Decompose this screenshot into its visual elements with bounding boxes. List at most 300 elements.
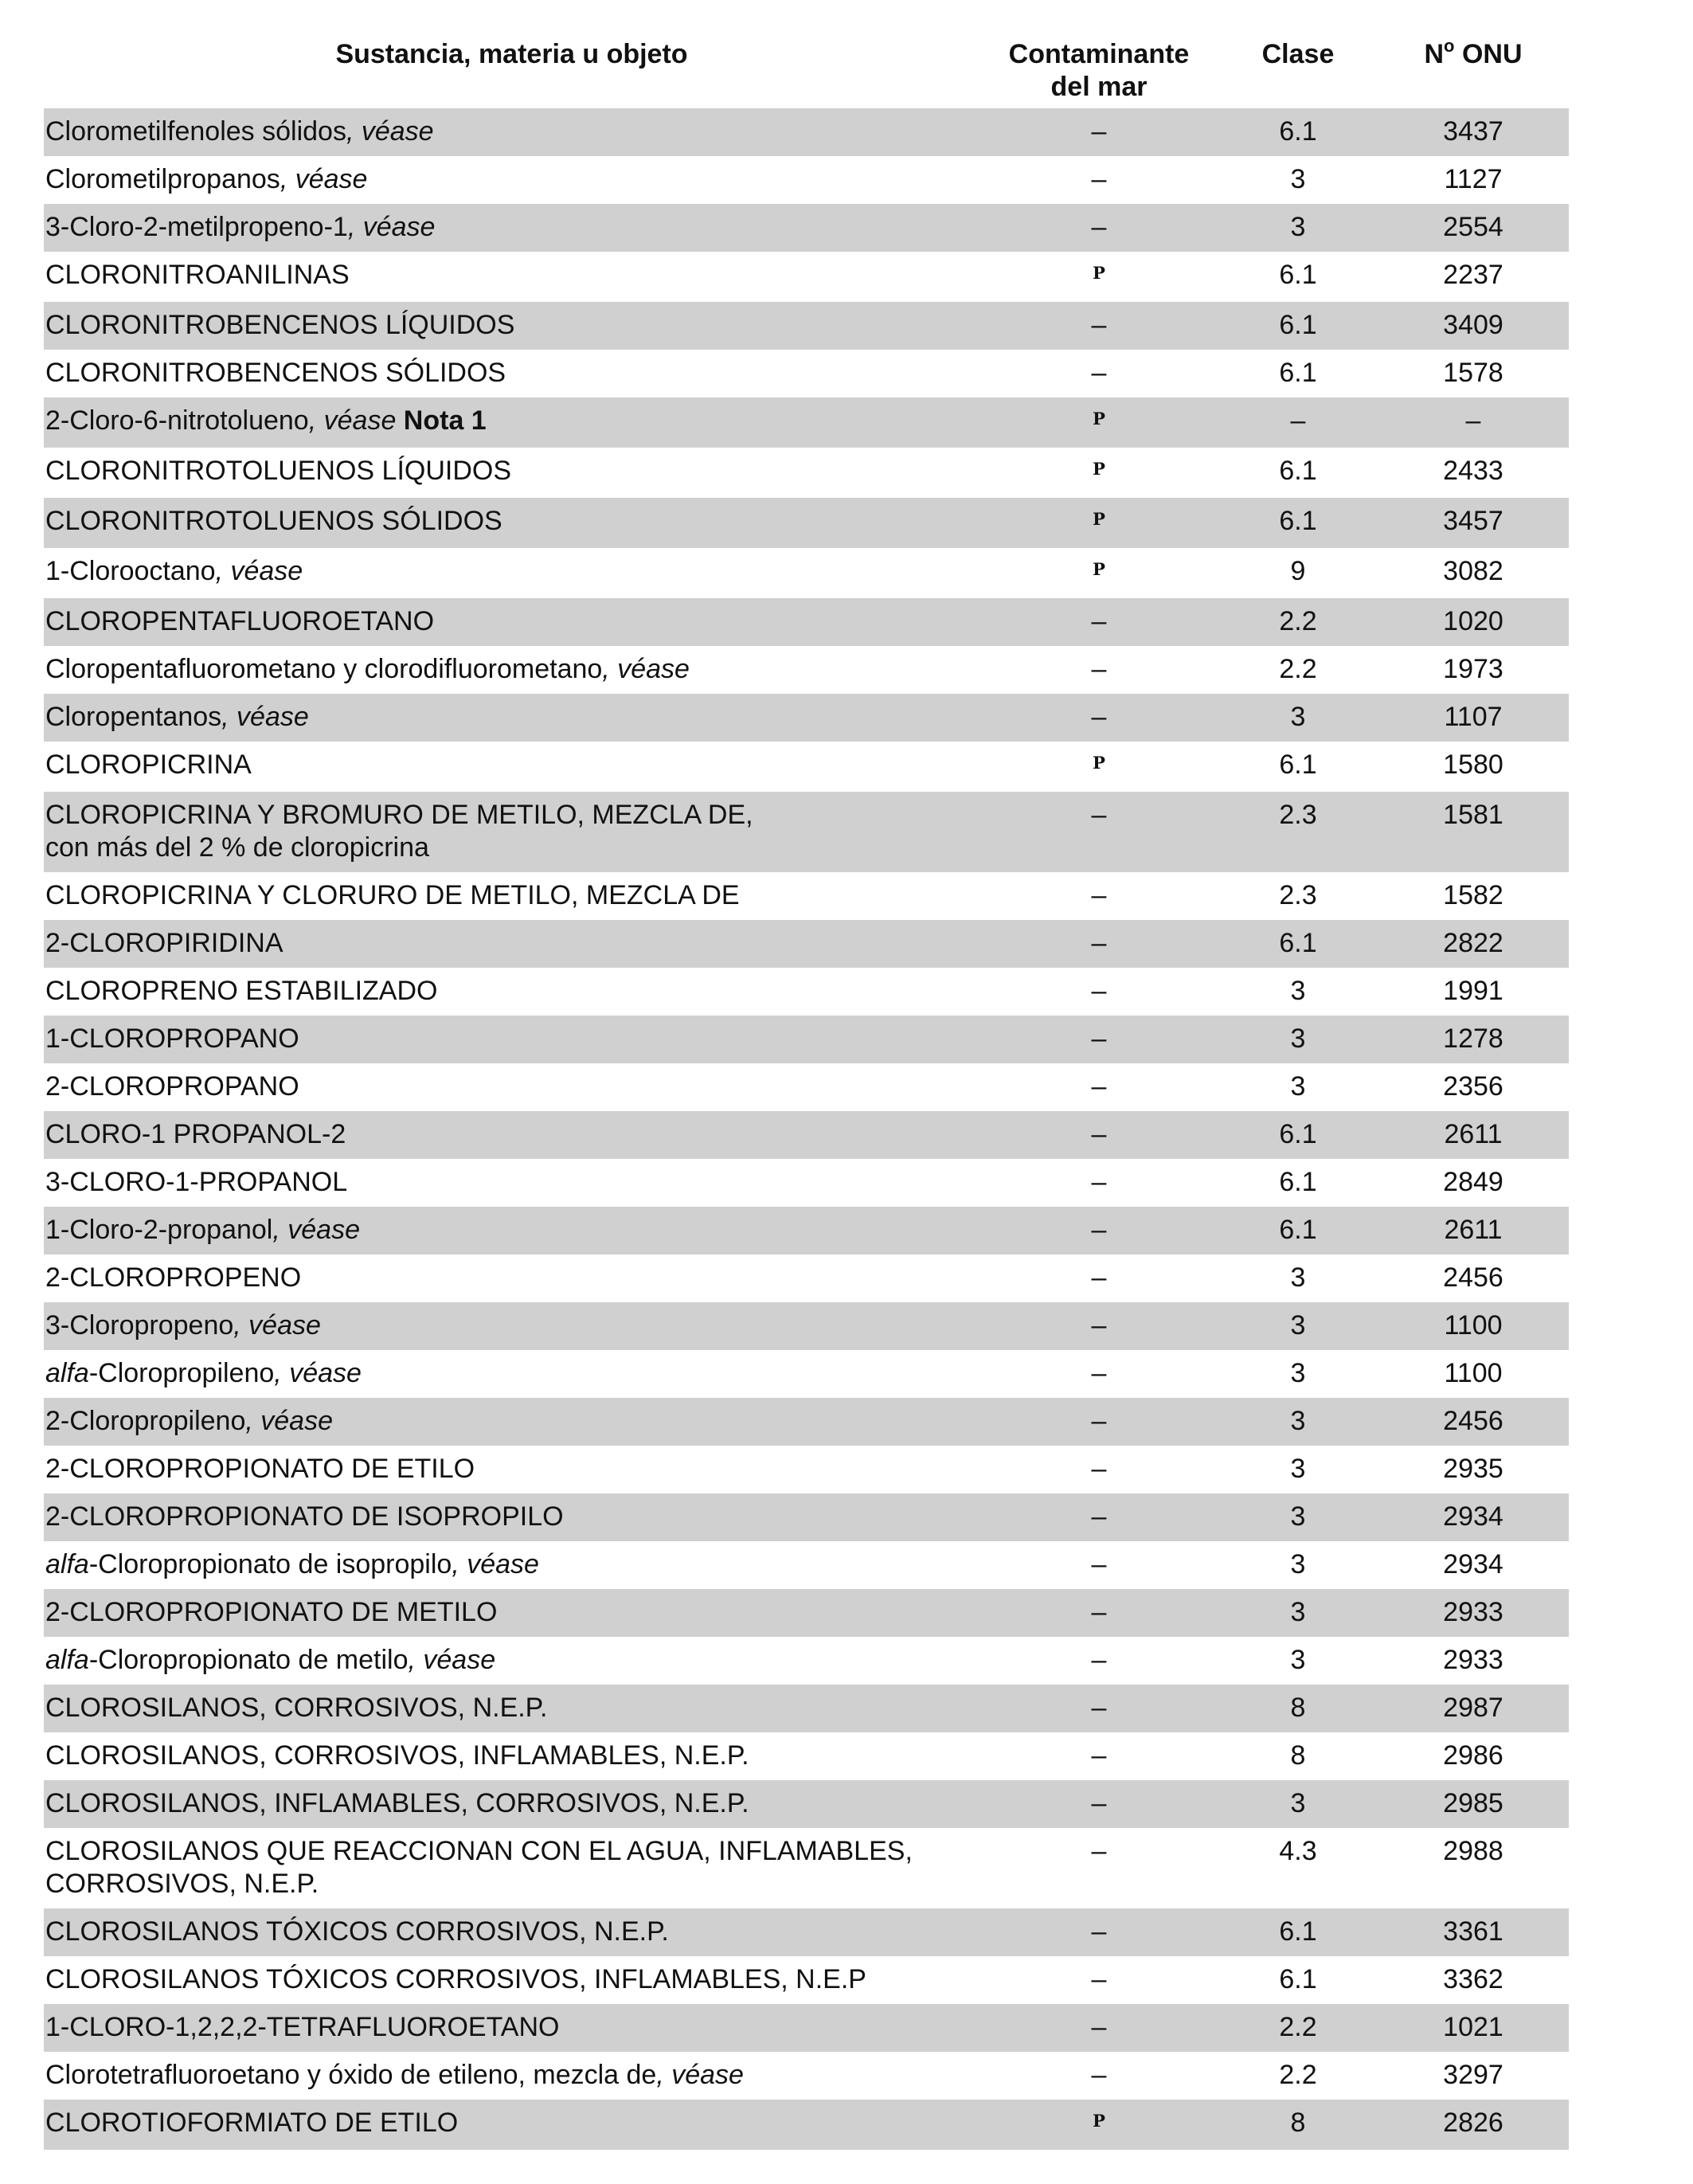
marine-pollutant-cell (979, 1908, 1218, 1956)
substance-name: 2-CLOROPROPENO (45, 1262, 302, 1293)
un-number-cell: 2933 (1378, 1589, 1569, 1637)
class-cell: 3 (1290, 164, 1306, 194)
substance-name: 2-CLOROPROPIONATO DE METILO (45, 1597, 498, 1627)
table-row (44, 2052, 1569, 2100)
marine-pollutant-dash: – (1091, 310, 1107, 340)
note-reference: Nota 1 (396, 405, 487, 436)
see-reference: , véase (215, 556, 303, 586)
substance-name: CLOROSILANOS TÓXICOS CORROSIVOS, N.E.P. (45, 1916, 669, 1947)
table-row (44, 1908, 1569, 1956)
marine-pollutant-cell (979, 1637, 1218, 1685)
table-row (44, 920, 1569, 968)
substance-name: 1-CLOROPROPANO (45, 1024, 299, 1054)
marine-pollutant-cell (979, 646, 1218, 694)
marine-pollutant-cell (979, 598, 1218, 646)
substance-name: Cloropentafluorometano y clorodifluorometano (45, 654, 603, 684)
table-row (44, 204, 1569, 252)
name-prefix: alfa (45, 1358, 89, 1388)
marine-pollutant-cell (979, 1159, 1218, 1207)
table-row (44, 156, 1569, 204)
class-cell: 8 (1290, 1740, 1306, 1771)
class-cell: 6.1 (1279, 260, 1317, 290)
class-cell: 3 (1290, 1454, 1306, 1484)
table-row (44, 1685, 1569, 1732)
marine-pollutant-cell (979, 1254, 1218, 1302)
un-number-cell: 1578 (1443, 358, 1503, 388)
marine-pollutant-cell (979, 448, 1218, 498)
table-row (44, 694, 1569, 742)
marine-pollutant-cell (979, 1780, 1218, 1828)
substance-name-cell (44, 1493, 979, 1541)
marine-pollutant-dash: – (1091, 1310, 1107, 1341)
substance-name: 1-CLORO-1,2,2,2-TETRAFLUOROETANO (45, 2012, 560, 2042)
table-row (44, 598, 1569, 646)
class-cell: 6.1 (1218, 108, 1378, 156)
class-cell: – (1218, 397, 1378, 448)
marine-pollutant-dash: – (1091, 1215, 1107, 1245)
un-number-cell: 1973 (1443, 654, 1503, 684)
substance-name-cell (44, 920, 979, 968)
substance-name-cell (44, 1828, 979, 1908)
marine-pollutant-dash: – (1091, 1964, 1107, 1994)
see-reference: , véase (408, 1645, 496, 1675)
class-cell: 6.1 (1218, 1207, 1378, 1254)
class-cell: 6.1 (1279, 1167, 1317, 1197)
marine-pollutant-marker: P (1093, 2111, 1105, 2131)
marine-pollutant-dash: – (1091, 1549, 1107, 1579)
class-cell: 3 (1290, 976, 1306, 1006)
see-reference: , véase (308, 405, 397, 436)
substance-name: CLOROSILANOS, CORROSIVOS, N.E.P. (45, 1693, 548, 1723)
marine-pollutant-dash: – (1091, 1501, 1107, 1532)
table-row (44, 742, 1569, 792)
header-marine-pollutant-line2: del mar (1050, 72, 1148, 102)
un-number-cell: 2934 (1443, 1549, 1503, 1579)
un-number-cell: 1021 (1378, 2004, 1569, 2052)
marine-pollutant-marker: P (1093, 459, 1105, 479)
substance-name: 3-Cloropropeno (45, 1310, 234, 1341)
see-reference: , véase (233, 1310, 321, 1341)
marine-pollutant-cell (979, 1016, 1218, 1063)
class-cell: 3 (1218, 1493, 1378, 1541)
substance-name: CLORONITROBENCENOS LÍQUIDOS (45, 310, 515, 340)
table-row (44, 646, 1569, 694)
class-cell: 6.1 (1279, 358, 1317, 388)
substance-name-cell (44, 1016, 979, 1063)
marine-pollutant-cell (979, 1541, 1218, 1589)
substance-name-cell (44, 646, 979, 694)
class-cell: 2.2 (1218, 2004, 1378, 2052)
substance-name: Clorometilfenoles sólidos (45, 116, 346, 147)
substance-name: 1-Clorooctano (45, 556, 216, 586)
class-cell: 6.1 (1279, 750, 1317, 780)
substance-name-continued: con más del 2 % de cloropicrina (45, 832, 429, 863)
substance-name-cell (44, 1063, 979, 1111)
class-cell: 2.3 (1279, 880, 1317, 910)
substance-name: CLOROPENTAFLUOROETANO (45, 606, 435, 636)
substance-name-cell (44, 872, 979, 920)
marine-pollutant-cell (979, 792, 1218, 872)
marine-pollutant-cell (979, 108, 1218, 156)
marine-pollutant-cell (979, 1446, 1218, 1493)
marine-pollutant-dash: – (1091, 1358, 1107, 1388)
table-row (44, 1780, 1569, 1828)
substance-name-cell (44, 598, 979, 646)
un-number-cell: 2356 (1443, 1071, 1503, 1102)
table-row (44, 1589, 1569, 1637)
substance-name-cell (44, 1541, 979, 1589)
substance-name-cell (44, 397, 979, 448)
un-number-cell: 2988 (1443, 1836, 1503, 1866)
marine-pollutant-dash: – (1091, 976, 1107, 1006)
un-number-cell: 2611 (1378, 1111, 1569, 1159)
marine-pollutant-dash: – (1091, 164, 1107, 194)
un-number-cell: 1107 (1378, 694, 1569, 742)
substance-name-cell (44, 1637, 979, 1685)
marine-pollutant-cell (979, 1350, 1218, 1398)
un-number-cell: 1127 (1444, 164, 1503, 194)
substance-name: CLOROSILANOS, INFLAMABLES, CORROSIVOS, N.E.P. (45, 1788, 749, 1818)
substance-name: CLOROTIOFORMIATO DE ETILO (45, 2108, 459, 2138)
table-row (44, 108, 1569, 156)
marine-pollutant-cell (979, 302, 1218, 350)
substance-name: CLOROPICRINA Y BROMURO DE METILO, MEZCLA DE, (45, 800, 753, 830)
table-row (44, 1350, 1569, 1398)
marine-pollutant-marker: P (1093, 409, 1105, 429)
see-reference: , véase (347, 212, 436, 242)
class-cell: 2.3 (1218, 792, 1378, 872)
marine-pollutant-cell (979, 156, 1218, 204)
header-un-prefix: N (1424, 39, 1445, 69)
substance-name: CLORONITROTOLUENOS SÓLIDOS (45, 506, 502, 536)
marine-pollutant-marker: P (1093, 263, 1105, 283)
un-number-cell: 2985 (1378, 1780, 1569, 1828)
marine-pollutant-dash: – (1091, 1693, 1107, 1723)
class-cell: 6.1 (1218, 920, 1378, 968)
un-number-cell: 1020 (1378, 598, 1569, 646)
marine-pollutant-cell (979, 1493, 1218, 1541)
substance-name: 2-CLOROPROPIONATO DE ETILO (45, 1454, 475, 1484)
un-number-cell: 2849 (1443, 1167, 1503, 1197)
substance-name-cell (44, 350, 979, 397)
substance-name: CLORONITROBENCENOS SÓLIDOS (45, 358, 506, 388)
un-number-cell: 2933 (1443, 1645, 1503, 1675)
see-reference: , véase (274, 1358, 362, 1388)
marine-pollutant-dash: – (1091, 1024, 1107, 1054)
table-row (44, 1828, 1569, 1908)
substance-name: 2-CLOROPROPIONATO DE ISOPROPILO (45, 1501, 564, 1532)
marine-pollutant-marker: P (1093, 509, 1105, 529)
substance-name-cell (44, 448, 979, 498)
class-cell: 8 (1218, 2100, 1378, 2150)
un-number-cell: 3362 (1443, 1964, 1503, 1994)
substance-name: 3-Cloro-2-metilpropeno-1 (45, 212, 348, 242)
marine-pollutant-cell (979, 1302, 1218, 1350)
header-marine-pollutant (979, 32, 1218, 108)
class-cell: 2.2 (1279, 654, 1317, 684)
marine-pollutant-cell (979, 1685, 1218, 1732)
substance-name: CLOROSILANOS QUE REACCIONAN CON EL AGUA, INFLAMABLES, (45, 1836, 913, 1866)
header-marine-pollutant-line1: Contaminante (1008, 39, 1190, 69)
un-number-cell: 2554 (1378, 204, 1569, 252)
class-cell: 2.2 (1218, 598, 1378, 646)
table-row (44, 548, 1569, 598)
class-cell: 3 (1290, 1645, 1306, 1675)
substance-name-cell (44, 252, 979, 302)
marine-pollutant-dash: – (1091, 1788, 1107, 1818)
name-prefix: alfa (45, 1645, 89, 1675)
marine-pollutant-dash: – (1091, 1119, 1107, 1149)
un-number-cell: 3297 (1443, 2060, 1503, 2090)
class-cell: 6.1 (1279, 456, 1317, 486)
table-row (44, 1111, 1569, 1159)
table-row (44, 1956, 1569, 2004)
substance-name: 3-CLORO-1-PROPANOL (45, 1167, 348, 1197)
un-number-cell: 3457 (1378, 498, 1569, 548)
see-reference: , véase (245, 1406, 333, 1436)
substance-name-cell (44, 2004, 979, 2052)
un-number-cell: 2456 (1443, 1262, 1503, 1293)
un-number-cell: 1581 (1378, 792, 1569, 872)
substance-name: Clorotetrafluoroetano y óxido de etileno, mezcla de (45, 2060, 657, 2090)
header-substance: Sustancia, materia u objeto (335, 39, 688, 69)
marine-pollutant-cell (979, 694, 1218, 742)
substance-name-cell (44, 1207, 979, 1254)
substance-name: CLORONITROANILINAS (45, 260, 350, 290)
class-cell: 3 (1290, 1549, 1306, 1579)
marine-pollutant-dash: – (1091, 2060, 1107, 2090)
table-row (44, 1016, 1569, 1063)
class-cell: 6.1 (1218, 1111, 1378, 1159)
un-number-cell: 2822 (1378, 920, 1569, 968)
table-row (44, 792, 1569, 872)
table-row (44, 1493, 1569, 1541)
substance-name-cell (44, 2052, 979, 2100)
un-number-cell: 1100 (1378, 1302, 1569, 1350)
substance-name-cell (44, 1589, 979, 1637)
un-number-cell: 2826 (1378, 2100, 1569, 2150)
class-cell: 3 (1218, 694, 1378, 742)
marine-pollutant-cell (979, 548, 1218, 598)
marine-pollutant-cell (979, 968, 1218, 1016)
see-reference: , véase (346, 116, 434, 147)
un-number-cell: 2433 (1443, 456, 1503, 486)
table-row (44, 498, 1569, 548)
substance-name-cell (44, 1350, 979, 1398)
substance-name-cell (44, 498, 979, 548)
substance-name: 2-CLOROPROPANO (45, 1071, 299, 1102)
marine-pollutant-dash: – (1091, 702, 1107, 732)
substance-name: CLOROPRENO ESTABILIZADO (45, 976, 438, 1006)
marine-pollutant-dash: – (1091, 800, 1107, 830)
un-number-cell: 1582 (1443, 880, 1503, 910)
marine-pollutant-dash: – (1091, 880, 1107, 910)
table-row (44, 350, 1569, 397)
table-row (44, 2100, 1569, 2150)
class-cell: 6.1 (1218, 302, 1378, 350)
class-cell: 4.3 (1279, 1836, 1317, 1866)
marine-pollutant-marker: P (1093, 753, 1105, 773)
substance-name: Clorometilpropanos (45, 164, 280, 194)
un-number-cell: 2237 (1443, 260, 1503, 290)
marine-pollutant-dash: – (1091, 212, 1107, 242)
marine-pollutant-dash: – (1091, 358, 1107, 388)
un-number-cell: 3437 (1378, 108, 1569, 156)
table-row (44, 1302, 1569, 1350)
table-row (44, 1446, 1569, 1493)
marine-pollutant-cell (979, 1828, 1218, 1908)
substance-name: 2-Cloropropileno (45, 1406, 246, 1436)
table-row (44, 968, 1569, 1016)
un-number-cell: 1278 (1378, 1016, 1569, 1063)
class-cell: 6.1 (1218, 1908, 1378, 1956)
see-reference: , véase (280, 164, 368, 194)
substance-name-cell (44, 968, 979, 1016)
marine-pollutant-cell (979, 2004, 1218, 2052)
marine-pollutant-dash: – (1091, 116, 1107, 147)
table-row (44, 872, 1569, 920)
marine-pollutant-dash: – (1091, 1597, 1107, 1627)
substance-name-cell (44, 1780, 979, 1828)
table-row (44, 1637, 1569, 1685)
substance-table-page (44, 32, 1569, 2150)
substance-name: 2-Cloro-6-nitrotolueno (45, 405, 309, 436)
marine-pollutant-dash: – (1091, 654, 1107, 684)
substance-name-cell (44, 1908, 979, 1956)
marine-pollutant-dash: – (1091, 1740, 1107, 1771)
substance-name-cell (44, 1111, 979, 1159)
substance-name-cell (44, 156, 979, 204)
un-number-cell: 3409 (1378, 302, 1569, 350)
marine-pollutant-cell (979, 1063, 1218, 1111)
class-cell: 6.1 (1218, 498, 1378, 548)
class-cell: 3 (1218, 1589, 1378, 1637)
marine-pollutant-cell (979, 1398, 1218, 1446)
marine-pollutant-dash: – (1091, 1262, 1107, 1293)
marine-pollutant-dash: – (1091, 1167, 1107, 1197)
class-cell: 3 (1218, 1780, 1378, 1828)
marine-pollutant-cell (979, 1111, 1218, 1159)
table-row (44, 1159, 1569, 1207)
substance-name-cell (44, 108, 979, 156)
substance-name: CLOROSILANOS TÓXICOS CORROSIVOS, INFLAMABLES, N.E.P (45, 1964, 866, 1994)
substance-name: -Cloropropionato de isopropilo (88, 1549, 452, 1579)
substance-name: CLOROPICRINA Y CLORURO DE METILO, MEZCLA DE (45, 880, 740, 910)
class-cell: 9 (1290, 556, 1306, 586)
substance-name: 1-Cloro-2-propanol (45, 1215, 273, 1245)
un-number-cell: 2456 (1378, 1398, 1569, 1446)
substance-name-cell (44, 2100, 979, 2150)
marine-pollutant-cell (979, 1732, 1218, 1780)
marine-pollutant-dash: – (1091, 606, 1107, 636)
marine-pollutant-cell (979, 498, 1218, 548)
table-header-row (44, 32, 1569, 108)
un-number-cell: 1991 (1443, 976, 1503, 1006)
header-un-number (1378, 32, 1569, 108)
table-row (44, 397, 1569, 448)
marine-pollutant-cell (979, 1207, 1218, 1254)
table-row (44, 1732, 1569, 1780)
table-row (44, 448, 1569, 498)
substance-name: -Cloropropileno (88, 1358, 275, 1388)
class-cell: 3 (1218, 1398, 1378, 1446)
substance-name-cell (44, 1956, 979, 2004)
substance-name-cell (44, 1398, 979, 1446)
substance-table (44, 32, 1569, 2150)
substance-name-cell (44, 742, 979, 792)
table-row (44, 2004, 1569, 2052)
un-number-cell: 2934 (1378, 1493, 1569, 1541)
header-un-sup: o (1444, 36, 1455, 56)
un-number-cell: 2611 (1378, 1207, 1569, 1254)
substance-name-cell (44, 792, 979, 872)
class-cell: 3 (1290, 1071, 1306, 1102)
see-reference: , véase (656, 2060, 744, 2090)
substance-name-cell (44, 1254, 979, 1302)
marine-pollutant-cell (979, 204, 1218, 252)
marine-pollutant-dash: – (1091, 2012, 1107, 2042)
marine-pollutant-dash: – (1091, 1645, 1107, 1675)
substance-name: 2-CLOROPIRIDINA (45, 928, 283, 958)
marine-pollutant-dash: – (1091, 928, 1107, 958)
substance-name-cell (44, 1685, 979, 1732)
substance-name: -Cloropropionato de metilo (88, 1645, 409, 1675)
marine-pollutant-cell (979, 350, 1218, 397)
un-number-cell: 1100 (1444, 1358, 1503, 1388)
table-row (44, 302, 1569, 350)
marine-pollutant-cell (979, 252, 1218, 302)
marine-pollutant-cell (979, 397, 1218, 448)
un-number-cell: – (1378, 397, 1569, 448)
marine-pollutant-cell (979, 920, 1218, 968)
table-row (44, 252, 1569, 302)
class-cell: 3 (1218, 1302, 1378, 1350)
class-cell: 3 (1218, 204, 1378, 252)
see-reference: , véase (602, 654, 690, 684)
substance-name: CLORONITROTOLUENOS LÍQUIDOS (45, 456, 512, 486)
marine-pollutant-marker: P (1093, 559, 1105, 579)
header-class: Clase (1261, 39, 1335, 69)
table-row (44, 1398, 1569, 1446)
marine-pollutant-cell (979, 1956, 1218, 2004)
table-row (44, 1207, 1569, 1254)
table-row (44, 1063, 1569, 1111)
marine-pollutant-cell (979, 2052, 1218, 2100)
substance-name-cell (44, 204, 979, 252)
substance-name-continued: CORROSIVOS, N.E.P. (45, 1869, 319, 1899)
un-number-cell: 3082 (1443, 556, 1503, 586)
substance-name: CLOROSILANOS, CORROSIVOS, INFLAMABLES, N.E.P. (45, 1740, 749, 1771)
un-number-cell: 3361 (1378, 1908, 1569, 1956)
substance-name: CLORO-1 PROPANOL-2 (45, 1119, 346, 1149)
table-row (44, 1254, 1569, 1302)
marine-pollutant-dash: – (1091, 1406, 1107, 1436)
substance-name-cell (44, 1732, 979, 1780)
table-body (44, 108, 1569, 2150)
class-cell: 3 (1218, 1016, 1378, 1063)
header-un-suffix: ONU (1454, 39, 1523, 69)
substance-name-cell (44, 1302, 979, 1350)
name-prefix: alfa (45, 1549, 89, 1579)
class-cell: 3 (1290, 1262, 1306, 1293)
substance-name-cell (44, 1159, 979, 1207)
class-cell: 6.1 (1279, 1964, 1317, 1994)
see-reference: , véase (221, 702, 309, 732)
marine-pollutant-dash: – (1091, 1071, 1107, 1102)
substance-name-cell (44, 548, 979, 598)
class-cell: 3 (1290, 1358, 1306, 1388)
marine-pollutant-cell (979, 1589, 1218, 1637)
